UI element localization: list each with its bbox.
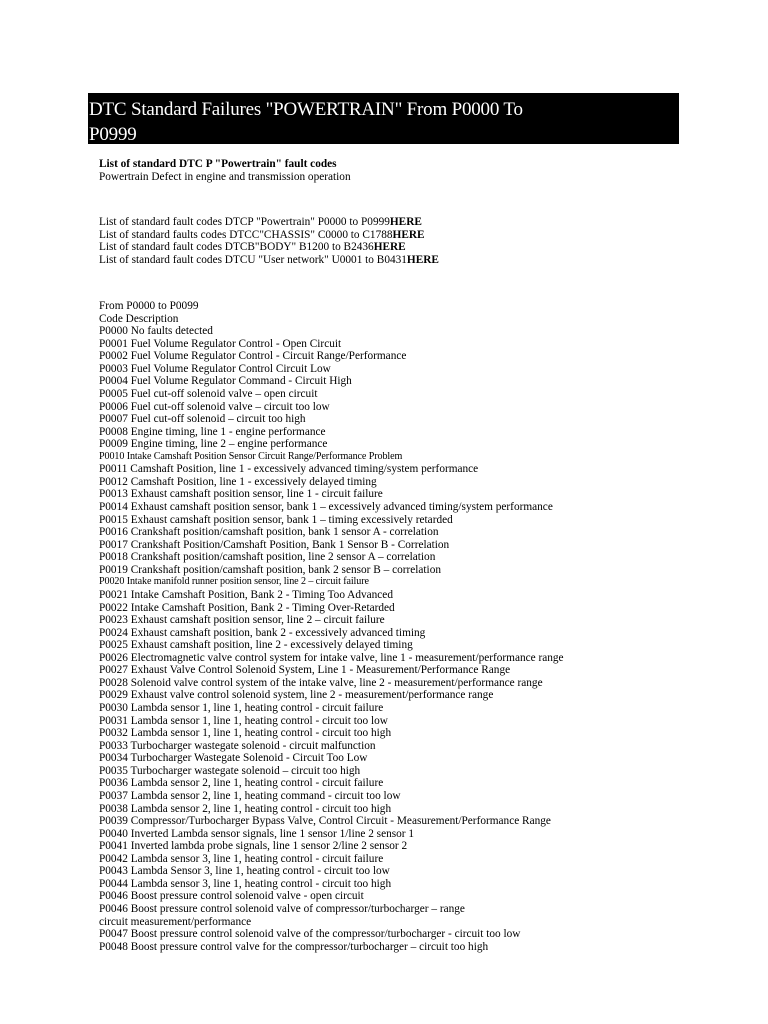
code-row: P0014 Exhaust camshaft position sensor, bank 1 – excessively advanced timing/system performance [99, 501, 553, 513]
code-row: P0022 Intake Camshaft Position, Bank 2 - Timing Over-Retarded [99, 601, 395, 614]
code-row: P0048 Boost pressure control valve for the compressor/turbocharger – circuit too high [99, 940, 489, 953]
document-body [99, 158, 739, 953]
code-row: P0026 Electromagnetic valve control system for intake valve, line 1 - measurement/performance range [99, 651, 564, 664]
code-row: P0030 Lambda sensor 1, line 1, heating control - circuit failure [99, 702, 384, 714]
here-link-body[interactable]: HERE [373, 241, 406, 253]
code-row: P0012 Camshaft Position, line 1 - excessively delayed timing [99, 475, 377, 488]
code-row: P0019 Crankshaft position/camshaft position, bank 2 sensor B – correlation [99, 563, 441, 576]
code-row: P0007 Fuel cut-off solenoid – circuit too high [99, 413, 306, 426]
code-row: P0038 Lambda sensor 2, line 1, heating control - circuit too high [99, 802, 392, 815]
code-row: P0005 Fuel cut-off solenoid valve – open circuit [99, 387, 318, 400]
here-link-chassis[interactable]: HERE [392, 228, 425, 241]
page-title [88, 93, 679, 144]
code-row: P0016 Crankshaft position/camshaft position, bank 1 sensor A - correlation [99, 526, 439, 539]
code-row: P0033 Turbocharger wastegate solenoid - circuit malfunction [99, 739, 376, 752]
code-list-links [99, 216, 739, 266]
code-list [99, 300, 739, 953]
code-row: P0003 Fuel Volume Regulator Control Circuit Low [99, 362, 331, 375]
code-row: P0039 Compressor/Turbocharger Bypass Valve, Control Circuit - Measurement/Performance Range [99, 815, 551, 828]
code-row: P0009 Engine timing, line 2 – engine performance [99, 438, 328, 451]
code-row: P0021 Intake Camshaft Position, Bank 2 - Timing Too Advanced [99, 588, 393, 601]
code-row: P0002 Fuel Volume Regulator Control - Circuit Range/Performance [99, 350, 407, 363]
page-title-line-1: DTC Standard Failures "POWERTRAIN" From P0000 To [89, 99, 523, 120]
code-row: P0047 Boost pressure control solenoid valve of the compressor/turbocharger - circuit too low [99, 928, 521, 941]
code-row: P0044 Lambda sensor 3, line 1, heating control - circuit too high [99, 877, 392, 890]
code-row: P0006 Fuel cut-off solenoid valve – circuit too low [99, 400, 330, 413]
code-row: P0011 Camshaft Position, line 1 - excessively advanced timing/system performance [99, 463, 479, 476]
code-row: P0042 Lambda sensor 3, line 1, heating control - circuit failure [99, 852, 384, 865]
code-row: P0028 Solenoid valve control system of the intake valve, line 2 - measurement/performance range [99, 676, 543, 689]
code-row: P0015 Exhaust camshaft position sensor, bank 1 – timing excessively retarded [99, 513, 453, 526]
code-row: P0035 Turbocharger wastegate solenoid – circuit too high [99, 764, 361, 777]
code-row: P0032 Lambda sensor 1, line 1, heating control - circuit too high [99, 727, 392, 740]
code-row: P0017 Crankshaft Position/Camshaft Position, Bank 1 Sensor B - Correlation [99, 538, 450, 551]
code-row: P0043 Lambda Sensor 3, line 1, heating control - circuit too low [99, 865, 390, 878]
code-row: P0036 Lambda sensor 2, line 1, heating control - circuit failure [99, 777, 384, 790]
code-row: P0031 Lambda sensor 1, line 1, heating control - circuit too low [99, 714, 388, 727]
link-line-text: List of standard fault codes DTCU "User network" U0001 to B0431 [99, 253, 407, 266]
column-header: Code Description [99, 312, 179, 325]
page-title-line-2: P0999 [89, 124, 137, 145]
code-row: P0029 Exhaust valve control solenoid system, line 2 - measurement/performance range [99, 689, 494, 702]
link-line-text: List of standard faults codes DTCC"CHASSIS" C0000 to C1788 [99, 228, 393, 241]
code-row: P0027 Exhaust Valve Control Solenoid System, Line 1 - Measurement/Performance Range [99, 664, 511, 677]
code-row: P0001 Fuel Volume Regulator Control - Open Circuit [99, 337, 342, 350]
link-line-powertrain [99, 216, 739, 229]
link-line-text: List of standard fault codes DTCP "Powertrain" P0000 to P0999 [99, 216, 390, 228]
code-row: circuit measurement/performance [99, 915, 252, 928]
range-label: From P0000 to P0099 [99, 300, 199, 312]
code-row: P0004 Fuel Volume Regulator Command - Circuit High [99, 375, 352, 388]
here-link-powertrain[interactable]: HERE [389, 216, 422, 228]
code-row: P0024 Exhaust camshaft position, bank 2 - excessively advanced timing [99, 626, 426, 639]
code-row: P0046 Boost pressure control solenoid valve of compressor/turbocharger – range [99, 903, 465, 915]
code-row: P0041 Inverted lambda probe signals, line 1 sensor 2/line 2 sensor 2 [99, 840, 408, 853]
here-link-user-network[interactable]: HERE [406, 253, 439, 266]
link-line-chassis [99, 229, 739, 242]
link-line-body [99, 241, 739, 254]
code-row: P0025 Exhaust camshaft position, line 2 - excessively delayed timing [99, 639, 413, 652]
link-line-user-network [99, 254, 739, 267]
code-row: P0040 Inverted Lambda sensor signals, line 1 sensor 1/line 2 sensor 1 [99, 827, 415, 840]
code-rows [99, 325, 739, 953]
code-row: P0013 Exhaust camshaft position sensor, line 1 - circuit failure [99, 488, 383, 501]
intro-subtitle: Powertrain Defect in engine and transmission operation [99, 170, 351, 183]
code-row: P0010 Intake Camshaft Position Sensor Circuit Range/Performance Problem [99, 450, 403, 462]
code-row: P0037 Lambda sensor 2, line 1, heating command - circuit too low [99, 789, 401, 802]
link-line-text: List of standard fault codes DTCB"BODY" B1200 to B2436 [99, 241, 374, 253]
intro-heading: List of standard DTC P "Powertrain" fault codes [99, 158, 337, 170]
code-row: P0018 Crankshaft position/camshaft position, line 2 sensor A – correlation [99, 551, 436, 564]
code-row: P0034 Turbocharger Wastegate Solenoid - Circuit Too Low [99, 752, 368, 765]
code-row: P0008 Engine timing, line 1 - engine performance [99, 425, 326, 438]
code-row: P0046 Boost pressure control solenoid valve - open circuit [99, 890, 364, 903]
code-row: P0020 Intake manifold runner position sensor, line 2 – circuit failure [99, 576, 369, 588]
code-row: P0023 Exhaust camshaft position sensor, line 2 – circuit failure [99, 614, 385, 627]
code-row: P0000 No faults detected [99, 325, 213, 338]
